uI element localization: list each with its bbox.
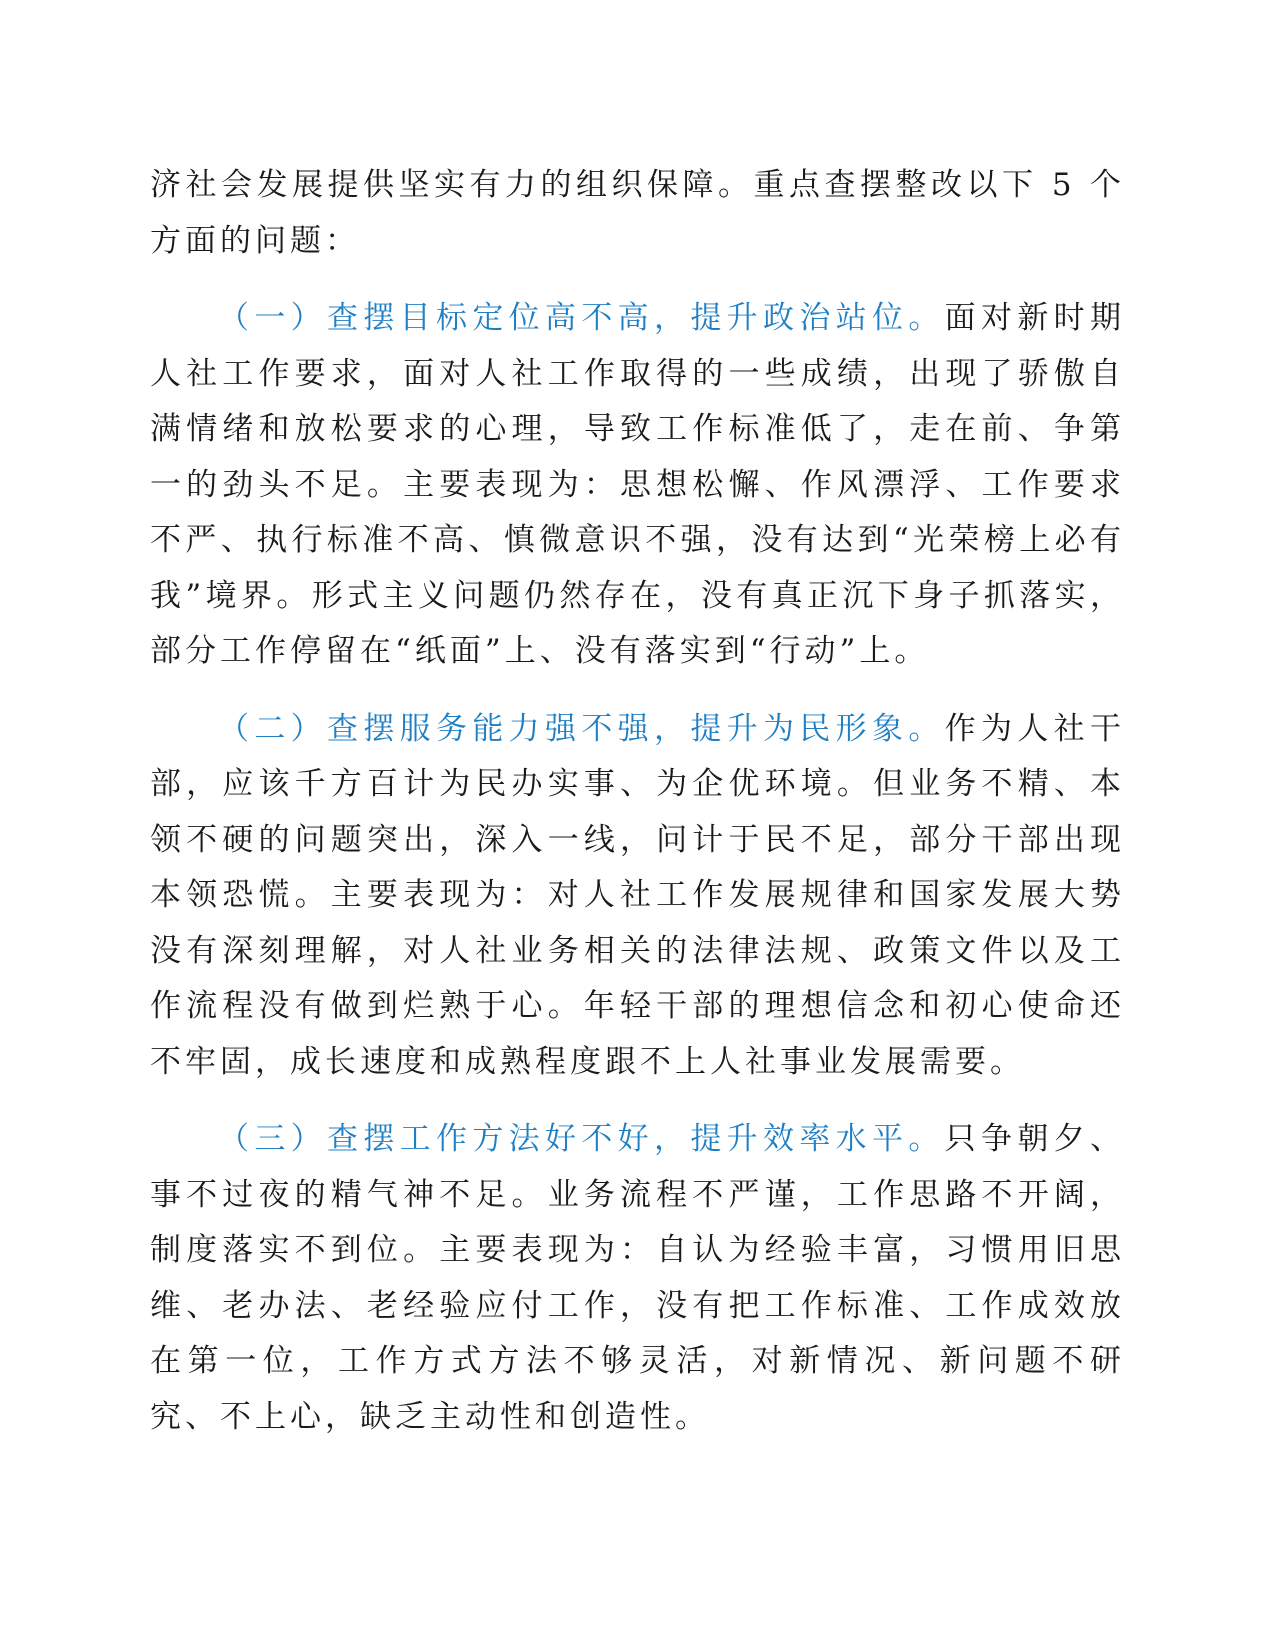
section-three-heading: （三）查摆工作方法好不好，提升效率水平。 — [218, 1121, 945, 1157]
paragraph-text: 济社会发展提供坚实有力的组织保障。重点查摆整改以下 5 个方面的问题： — [150, 167, 1125, 259]
section-two-paragraph — [150, 702, 1125, 1091]
section-three-text: 只争朝夕、事不过夜的精气神不足。业务流程不严谨，工作思路不开阔，制度落实不到位。主要表现为：自认为经验丰富，习惯用旧思维、老办法、老经验应付工作，没有把工作标准、工作成效放在第一位，工作方式方法不够灵活，对新情况、新问题不研究、不上心，缺乏主动性和创造性。 — [150, 1121, 1126, 1435]
continuation-paragraph — [150, 158, 1125, 269]
section-two-heading: （二）查摆服务能力强不强，提升为民形象。 — [218, 710, 945, 747]
section-one-paragraph — [150, 291, 1125, 680]
document-page — [150, 158, 1125, 1445]
section-three-paragraph — [150, 1112, 1125, 1445]
section-one-heading: （一）查摆目标定位高不高，提升政治站位。 — [218, 300, 945, 336]
section-one-text: 面对新时期人社工作要求，面对人社工作取得的一些成绩，出现了骄傲自满情绪和放松要求的心理，导致工作标准低了，走在前、争第一的劲头不足。主要表现为：思想松懈、作风漂浮、工作要求不严、执行标准不高、慎微意识不强，没有达到“光荣榜上必有我”境界。形式主义问题仍然存在，没有真正沉下身子抓落实，部分工作停留在“纸面”上、没有落实到“行动”上。 — [150, 300, 1126, 669]
section-two-text: 作为人社干部，应该千方百计为民办实事、为企优环境。但业务不精、本领不硬的问题突出，深入一线，问计于民不足，部分干部出现本领恐慌。主要表现为：对人社工作发展规律和国家发展大势没有深刻理解，对人社业务相关的法律法规、政策文件以及工作流程没有做到烂熟于心。年轻干部的理想信念和初心使命还不牢固，成长速度和成熟程度跟不上人社事业发展需要。 — [150, 710, 1126, 1080]
